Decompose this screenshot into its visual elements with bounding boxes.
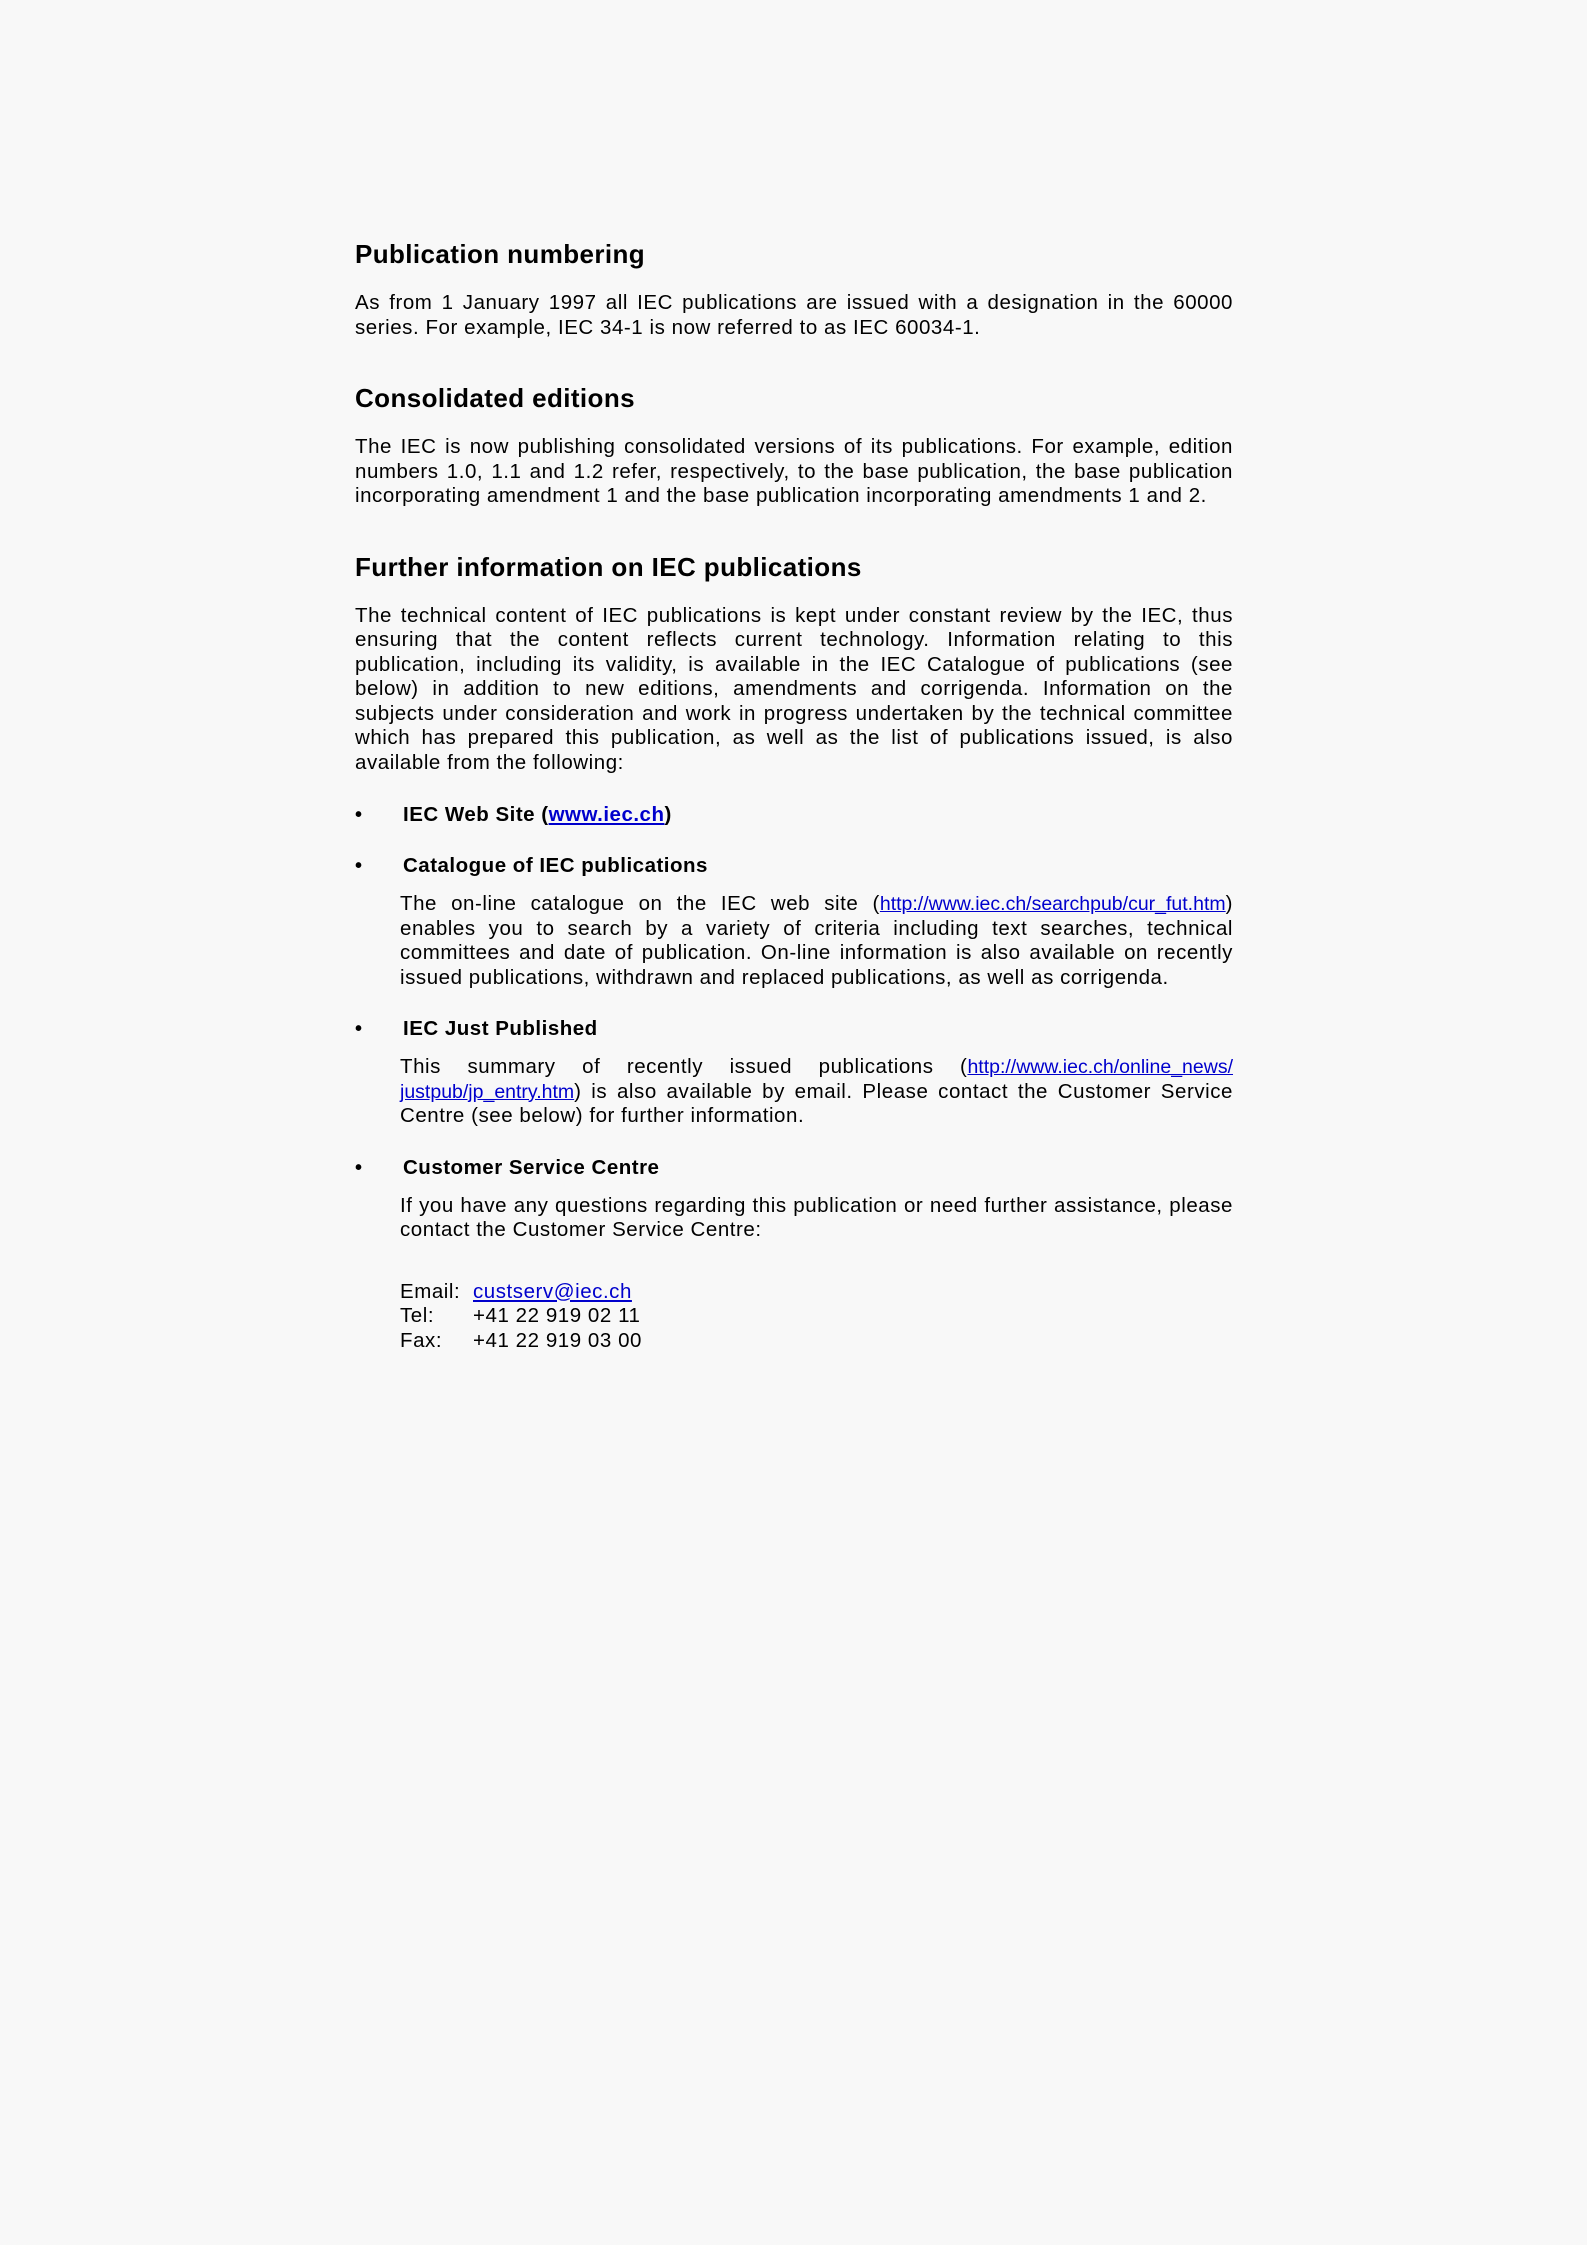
paragraph-catalogue — [400, 892, 1233, 990]
catalogue-text-before: The on-line catalogue on the IEC web site ( — [400, 892, 880, 915]
heading-consolidated-editions: Consolidated editions — [355, 383, 635, 413]
bullet-marker: • — [355, 855, 363, 877]
bullet-title-web-site — [403, 803, 1233, 827]
bullet-iec-web-site — [355, 803, 1233, 827]
bullet-marker: • — [355, 1018, 363, 1040]
bullet-title-catalogue: Catalogue of IEC publications — [403, 854, 708, 877]
catalogue-text-after: ) enables you to search by a variety of criteria including text searches, technical committees and date of publication. On-line information is also available on recently issued publications, withdrawn and replaced publications, as well as corrigenda. — [400, 892, 1233, 989]
paragraph-just-published — [400, 1055, 1233, 1129]
email-label: Email: — [400, 1279, 461, 1303]
contact-details — [400, 1280, 1233, 1354]
catalogue-link[interactable]: http://www.iec.ch/searchpub/cur_fut.htm — [879, 893, 1226, 915]
tel-label: Tel: — [400, 1304, 435, 1327]
just-published-text-before: This summary of recently issued publications ( — [400, 1055, 968, 1078]
document-page — [355, 236, 1233, 1353]
web-site-title-suffix: ) — [664, 803, 672, 826]
bullet-marker: • — [355, 1156, 363, 1179]
bullet-customer-service — [355, 1156, 1233, 1243]
bullet-catalogue — [355, 854, 1233, 990]
heading-further-information: Further information on IEC publications — [355, 551, 862, 582]
paragraph-publication-numbering: As from 1 January 1997 all IEC publications are issued with a designation in the 60000 series. For example, IEC 34-1 is now referred to as IEC 60034-1. — [355, 291, 1233, 339]
bullet-marker: • — [355, 804, 363, 826]
contact-fax-row — [400, 1329, 1233, 1354]
iec-website-link[interactable]: www.iec.ch — [548, 803, 665, 826]
contact-tel-row — [400, 1304, 1233, 1329]
fax-value: +41 22 919 03 00 — [473, 1328, 642, 1352]
bullet-title-just-published: IEC Just Published — [403, 1017, 598, 1040]
fax-label: Fax: — [400, 1328, 443, 1352]
just-published-link[interactable]: http://www.iec.ch/online_news/ justpub/jp_entry.htm — [400, 1056, 1233, 1103]
heading-publication-numbering: Publication numbering — [355, 239, 646, 269]
paragraph-further-information: The technical content of IEC publications is kept under constant review by the IEC, thus ensuring that the content reflects current technology. Information relating to this publication, including its validity, is available in the IEC Catalogue of publications (see below) in addition to new editions, amendments and corrigenda. Information on the subjects under consideration and work in progress undertaken by the technical committee which has prepared this publication, as well as the list of publications issued, is also available from the following: — [355, 603, 1233, 774]
paragraph-customer-service: If you have any questions regarding this publication or need further assistance, please contact the Customer Service Centre: — [400, 1193, 1233, 1241]
tel-value: +41 22 919 02 11 — [473, 1304, 641, 1327]
paragraph-consolidated-editions: The IEC is now publishing consolidated versions of its publications. For example, edition numbers 1.0, 1.1 and 1.2 refer, respectively, to the base publication, the base publication incorporating amendment 1 and the base publication incorporating amendments 1 and 2. — [355, 435, 1233, 507]
email-link[interactable]: custserv@iec.ch — [473, 1279, 632, 1303]
contact-email-row — [400, 1280, 1233, 1305]
web-site-title-prefix: IEC Web Site ( — [403, 803, 549, 826]
bullet-title-customer-service: Customer Service Centre — [403, 1155, 660, 1179]
just-published-text-after: ) is also available by email. Please contact the Customer Service Centre (see below) for further information. — [400, 1079, 1233, 1127]
bullet-just-published — [355, 1017, 1233, 1129]
